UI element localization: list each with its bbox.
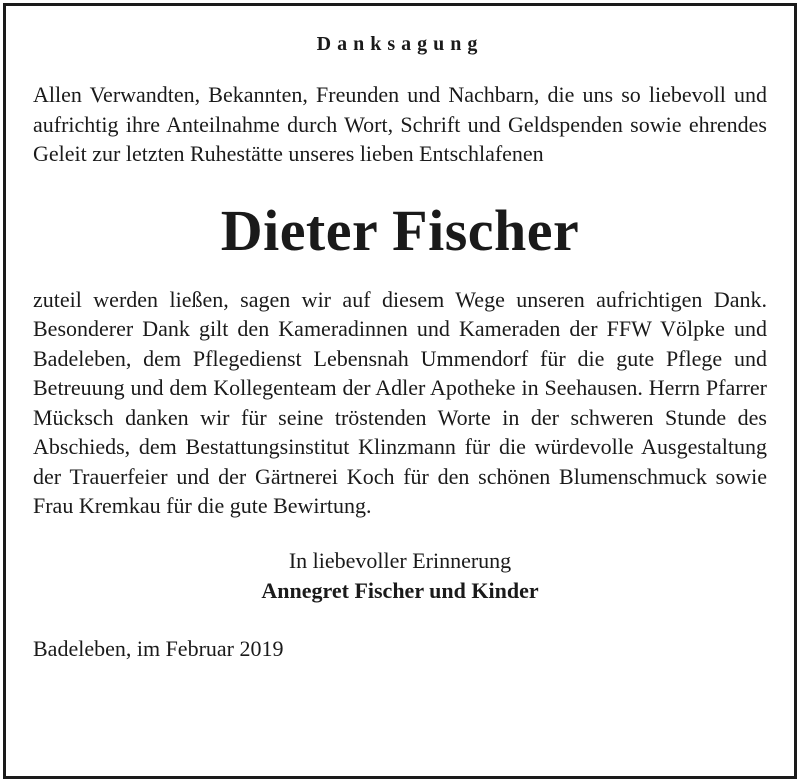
body-paragraph: zuteil werden ließen, sagen wir auf diesem Wege unseren aufrichtigen Dank. Besonderer Dank gilt den Kameradinnen und Kameraden der FFW Völpke und Badeleben, dem Pflegedienst Lebensnah Ummendorf für die gute Pflege und Betreuung und dem Kollegenteam der Adler Apotheke in Seehausen. Herrn Pfarrer Mücksch danken wir für seine tröstenden Worte in der schweren Stunde des Abschieds, dem Bestattungsinstitut Klinzmann für die würdevolle Ausgestaltung der Trauerfeier und der Gärtnerei Koch für den schönen Blumenschmuck sowie Frau Kremkau für die gute Bewirtung.	[33, 286, 767, 518]
notice-heading: Danksagung	[316, 33, 484, 55]
obituary-thanks-notice	[33, 30, 767, 664]
deceased-name: Dieter Fischer	[220, 197, 580, 263]
signatory: Annegret Fischer und Kinder	[261, 577, 539, 603]
place-date: Badeleben, im Februar 2019	[33, 635, 284, 661]
closing-line: In liebevoller Erinnerung	[288, 547, 512, 573]
intro-paragraph: Allen Verwandten, Bekannten, Freunden und Nachbarn, die uns so liebevoll und aufrichtig ihre Anteilnahme durch Wort, Schrift und Geldspenden sowie ehrendes Geleit zur letzten Ruhestätte unseres lieben Entschlafenen	[33, 82, 767, 166]
